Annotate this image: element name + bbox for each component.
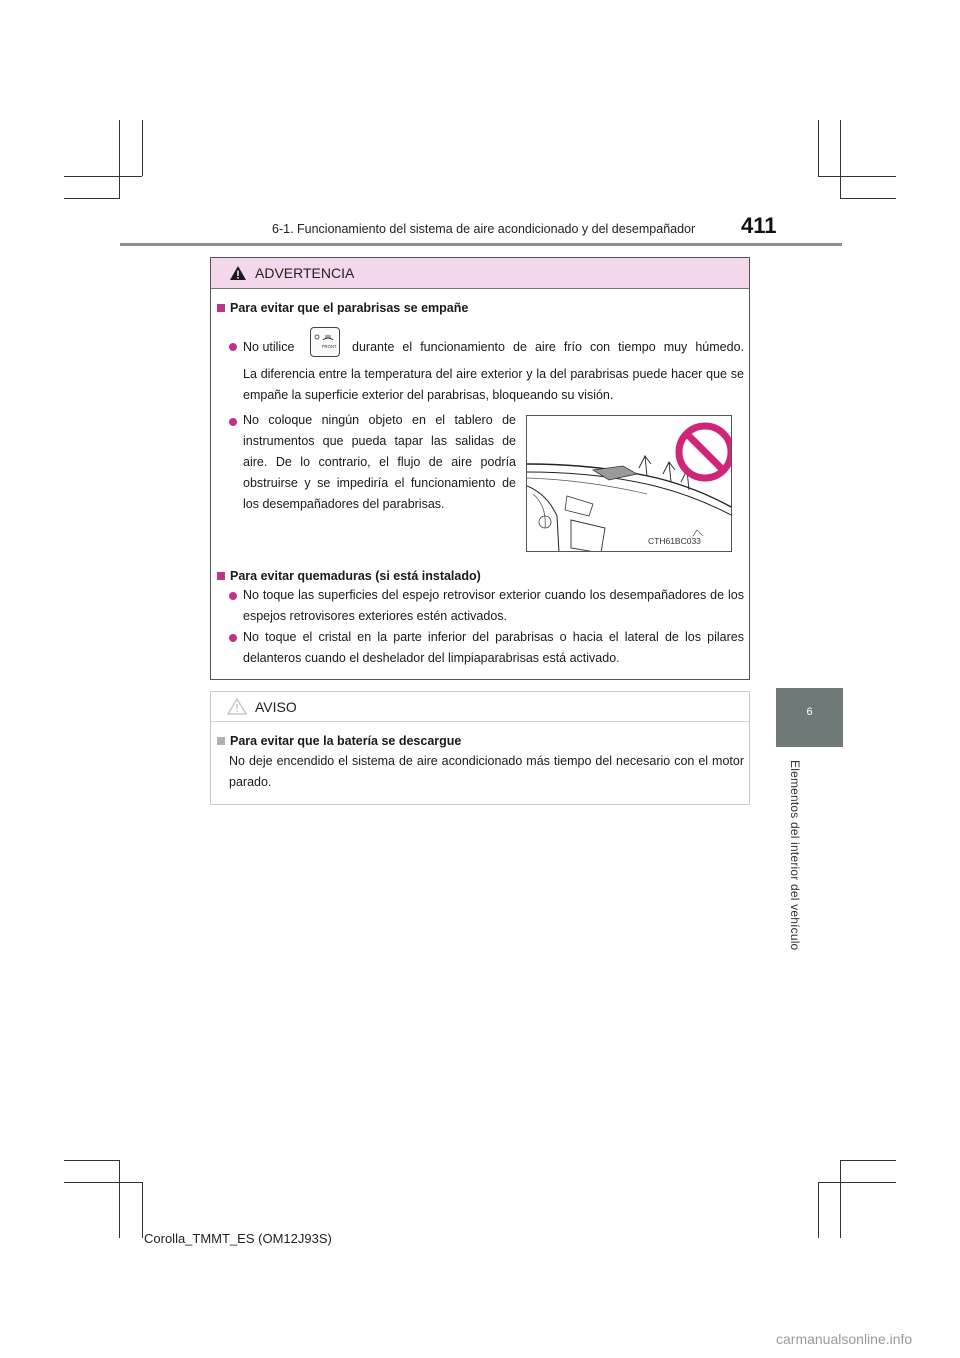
subheading-text: Para evitar que el parabrisas se empañe: [230, 301, 469, 315]
square-bullet-icon: [217, 572, 225, 580]
bullet-text: No toque el cristal en la parte inferior del parabrisas o hacia el lateral de los pilares delanteros cuando el deshelador del limpiaparabrisas está activado.: [243, 630, 744, 665]
crop-mark: [142, 1182, 143, 1238]
chapter-tab: [776, 688, 843, 747]
subheading-text: Para evitar que la batería se descargue: [230, 734, 462, 748]
crop-mark: [64, 198, 120, 199]
notice-header: [211, 692, 749, 722]
crop-mark: [818, 1182, 819, 1238]
crop-mark: [840, 1160, 841, 1238]
bullet-text: durante el funcionamiento de aire frío con tiempo muy húmedo.: [352, 340, 744, 354]
document-id: Corolla_TMMT_ES (OM12J93S): [144, 1231, 332, 1246]
chapter-title: Elementos del interior del vehículo: [788, 760, 802, 951]
dashboard-illustration: [526, 415, 732, 552]
section-title: 6-1. Funcionamiento del sistema de aire acondicionado y del desempañador: [272, 222, 696, 236]
round-bullet-icon: [229, 343, 237, 351]
warning-subheading: [217, 301, 468, 315]
bullet-text: No toque las superficies del espejo retrovisor exterior cuando los desempañadores de los espejos retrovisores exteriores estén activados.: [243, 588, 744, 623]
square-bullet-icon: [217, 304, 225, 312]
round-bullet-icon: [229, 634, 237, 642]
crop-mark: [142, 120, 143, 176]
crop-mark: [119, 1160, 120, 1238]
crop-mark: [840, 120, 841, 198]
notice-subheading: [217, 734, 461, 748]
header-divider: [120, 243, 842, 246]
watermark: carmanualsonline.info: [776, 1331, 913, 1347]
round-bullet-icon: [229, 418, 237, 426]
notice-text: No deje encendido el sistema de aire acondicionado más tiempo del necesario con el motor parado.: [229, 754, 744, 789]
crop-mark: [119, 120, 120, 198]
subheading-text: Para evitar quemaduras (si está instalado): [230, 569, 481, 583]
warning-header: [211, 258, 749, 289]
crop-mark: [64, 1182, 142, 1183]
notice-label: AVISO: [255, 698, 297, 715]
warning-subheading: [217, 569, 481, 583]
bullet-text: No utilice: [243, 340, 295, 354]
chapter-number: 6: [806, 706, 813, 718]
front-defogger-button-icon: [310, 327, 340, 357]
crop-mark: [840, 1160, 896, 1161]
crop-mark: [64, 176, 142, 177]
page-number: 411: [741, 213, 777, 238]
round-bullet-icon: [229, 592, 237, 600]
crop-mark: [840, 198, 896, 199]
crop-mark: [818, 120, 819, 176]
front-key-label: FRONT: [322, 344, 337, 349]
warning-triangle-icon: [229, 265, 247, 281]
bullet-text: No coloque ningún objeto en el tablero de instrumentos que pueda tapar las salidas de aire. De lo contrario, el flujo de aire podría obstruirse y se impediría el funcionamiento de los desempañadores del parabrisas.: [243, 413, 516, 511]
caution-triangle-icon: [227, 698, 247, 715]
square-bullet-icon: [217, 737, 225, 745]
crop-mark: [818, 176, 896, 177]
dashboard-defroster-drawing: [527, 416, 732, 552]
warning-label: ADVERTENCIA: [255, 265, 355, 281]
crop-mark: [818, 1182, 896, 1183]
bullet-detail: La diferencia entre la temperatura del aire exterior y la del parabrisas puede hacer que se empañe la superficie exterior del parabrisas, bloqueando su visión.: [243, 367, 744, 402]
crop-mark: [64, 1160, 120, 1161]
figure-code: CTH61BC033: [648, 536, 701, 546]
front-defogger-symbol-icon: [311, 328, 339, 356]
